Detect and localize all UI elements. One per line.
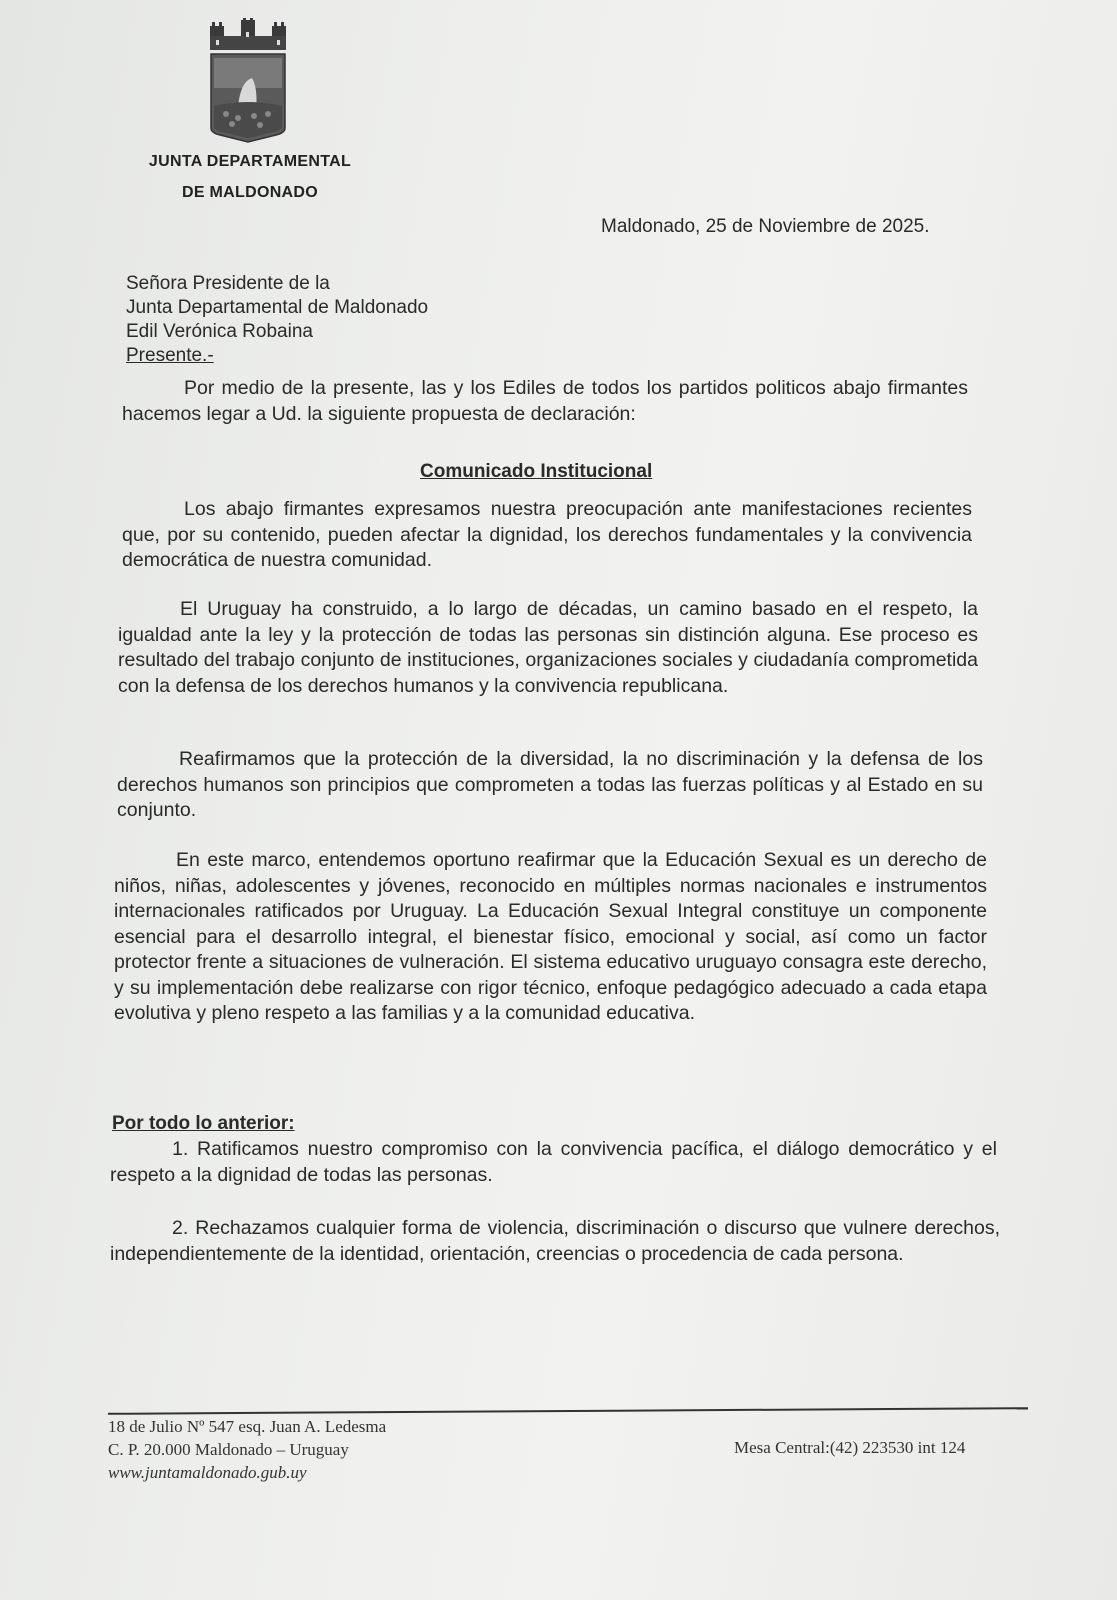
addressee-presente: Presente.- <box>126 345 214 366</box>
resolution-item: 1. Ratificamos nuestro compromiso con la convivencia pacífica, el diálogo democrático y el respeto a la dignidad de todas las personas. <box>110 1138 997 1186</box>
document-title: Comunicado Institucional <box>420 461 653 482</box>
organization-name: JUNTA DEPARTAMENTAL <box>148 153 352 170</box>
footer-divider <box>108 1407 1028 1415</box>
resolution-item: 2. Rechazamos cualquier forma de violencia, discriminación o discurso que vulnere derechos, independientemente de la identidad, orientación, creencias o procedencia de cada persona. <box>110 1217 1000 1265</box>
body-paragraph: En este marco, entendemos oportuno reafirmar que la Educación Sexual es un derecho de niños, niñas, adolescentes y jóvenes, reconocido en múltiples normas nacionales e instrumentos internacionales ratificados por Uruguay. La Educación Sexual Integral constituye un componente esencial para el desarrollo integral, el bienestar físico, emocional y social, así como un factor protector frente a situaciones de vulneración. El sistema educativo uruguayo consagra este derecho, y su implementación debe realizarse con rigor técnico, enfoque pedagógico adecuado a cada etapa evolutiva y pleno respeto a las familias y a la comunidad educativa. <box>114 849 987 1024</box>
body-paragraph: El Uruguay ha construido, a lo largo de décadas, un camino basado en el respeto, la igualdad ante la ley y la protección de todas las personas sin distinción alguna. Ese proceso es resultado del trabajo conjunto de instituciones, organizaciones sociales y ciudadanía comprometida con la defensa de los derechos humanos y la convivencia republicana. <box>118 598 978 697</box>
addressee-line: Edil Verónica Robaina <box>126 321 313 342</box>
intro-paragraph: Por medio de la presente, las y los Ediles de todos los partidos politicos abajo firmantes hacemos legar a Ud. la siguiente propuesta de declaración: <box>122 377 968 425</box>
footer-website: www.juntamaldonado.gub.uy <box>108 1463 307 1482</box>
coat-of-arms-icon <box>208 18 288 143</box>
addressee-block <box>126 272 428 368</box>
body-paragraph: Los abajo firmantes expresamos nuestra preocupación ante manifestaciones recientes que, por su contenido, pueden afectar la dignidad, los derechos fundamentales y la convivencia democrática de nuestra comunidad. <box>122 498 972 571</box>
footer-address-line: C. P. 20.000 Maldonado – Uruguay <box>108 1440 349 1459</box>
date-line: Maldonado, 25 de Noviembre de 2025. <box>601 216 930 237</box>
footer-address-line: 18 de Julio Nº 547 esq. Juan A. Ledesma <box>108 1417 387 1436</box>
body-paragraph: Reafirmamos que la protección de la diversidad, la no discriminación y la defensa de los derechos humanos son principios que comprometen a todas las fuerzas políticas y al Estado en su conjunto. <box>117 748 983 821</box>
resolution-heading: Por todo lo anterior: <box>112 1113 295 1134</box>
footer-phone: Mesa Central:(42) 223530 int 124 <box>734 1438 966 1457</box>
organization-subname: DE MALDONADO <box>181 184 319 201</box>
addressee-line: Señora Presidente de la <box>126 273 330 294</box>
footer-address <box>108 1415 386 1484</box>
addressee-line: Junta Departamental de Maldonado <box>126 297 429 318</box>
